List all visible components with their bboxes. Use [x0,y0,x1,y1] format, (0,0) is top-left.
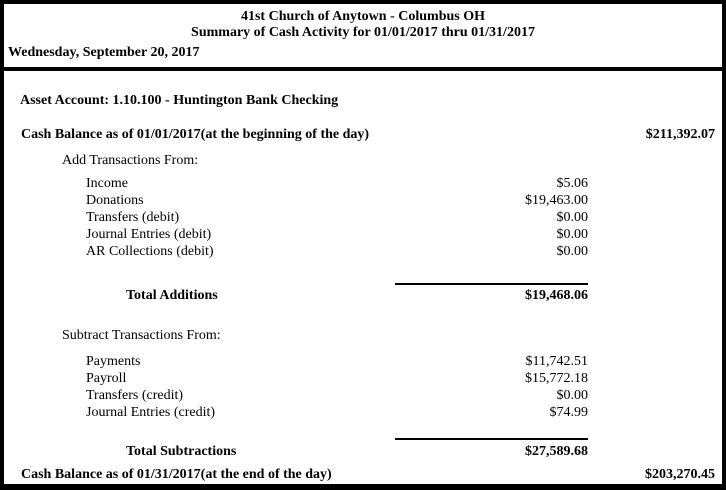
ending-balance-amount: $203,270.45 [645,467,715,482]
subtraction-row-payroll [4,371,722,388]
subtraction-row-payments [4,354,722,371]
addition-label: Journal Entries (debit) [86,227,212,242]
subtraction-amount: $74.99 [549,405,588,420]
additions-section-label: Add Transactions From: [62,153,199,168]
subtraction-label: Payments [86,354,141,369]
header-divider-rule [4,67,722,71]
subtraction-row-journal-entries-credit [4,405,722,422]
ending-balance-label: Cash Balance as of 01/31/2017(at the end of the day) [21,467,332,482]
beginning-balance-amount: $211,392.07 [645,127,715,142]
subtraction-label: Journal Entries (credit) [86,405,216,420]
total-additions-row [4,288,722,305]
subtractions-section-header [4,328,722,345]
total-subtractions-label: Total Subtractions [126,444,237,459]
total-additions-underline [395,283,588,285]
total-subtractions-amount: $27,589.68 [525,444,588,459]
subtractions-section-label: Subtract Transactions From: [62,328,221,343]
report-subtitle: Summary of Cash Activity for 01/01/2017 thru 01/31/2017 [191,25,535,40]
addition-row-ar-collections-debit [4,244,722,261]
beginning-balance-row [4,127,722,144]
subtraction-label: Transfers (credit) [86,388,184,403]
total-subtractions-row [4,444,722,461]
subtraction-amount: $0.00 [556,388,588,403]
addition-amount: $19,463.00 [525,193,588,208]
total-additions-label: Total Additions [126,288,218,303]
report-title: 41st Church of Anytown - Columbus OH [240,9,485,24]
addition-amount: $5.06 [556,176,588,191]
subtraction-amount: $15,772.18 [525,371,588,386]
addition-label: Donations [86,193,144,208]
report-date: Wednesday, September 20, 2017 [8,45,200,60]
addition-label: Transfers (debit) [86,210,180,225]
total-subtractions-underline [395,438,588,440]
addition-row-transfers-debit [4,210,722,227]
total-additions-amount: $19,468.06 [525,288,588,303]
ending-balance-row [4,467,722,484]
addition-label: AR Collections (debit) [86,244,214,259]
addition-row-journal-entries-debit [4,227,722,244]
additions-section-header [4,153,722,170]
addition-amount: $0.00 [556,244,588,259]
subtraction-row-transfers-credit [4,388,722,405]
addition-label: Income [86,176,128,191]
addition-row-donations [4,193,722,210]
addition-row-income [4,176,722,193]
asset-account-heading: Asset Account: 1.10.100 - Huntington Bank Checking [20,93,339,108]
subtraction-label: Payroll [86,371,127,386]
beginning-balance-label: Cash Balance as of 01/01/2017(at the beginning of the day) [21,127,370,142]
addition-amount: $0.00 [556,210,588,225]
addition-amount: $0.00 [556,227,588,242]
subtraction-amount: $11,742.51 [525,354,588,369]
